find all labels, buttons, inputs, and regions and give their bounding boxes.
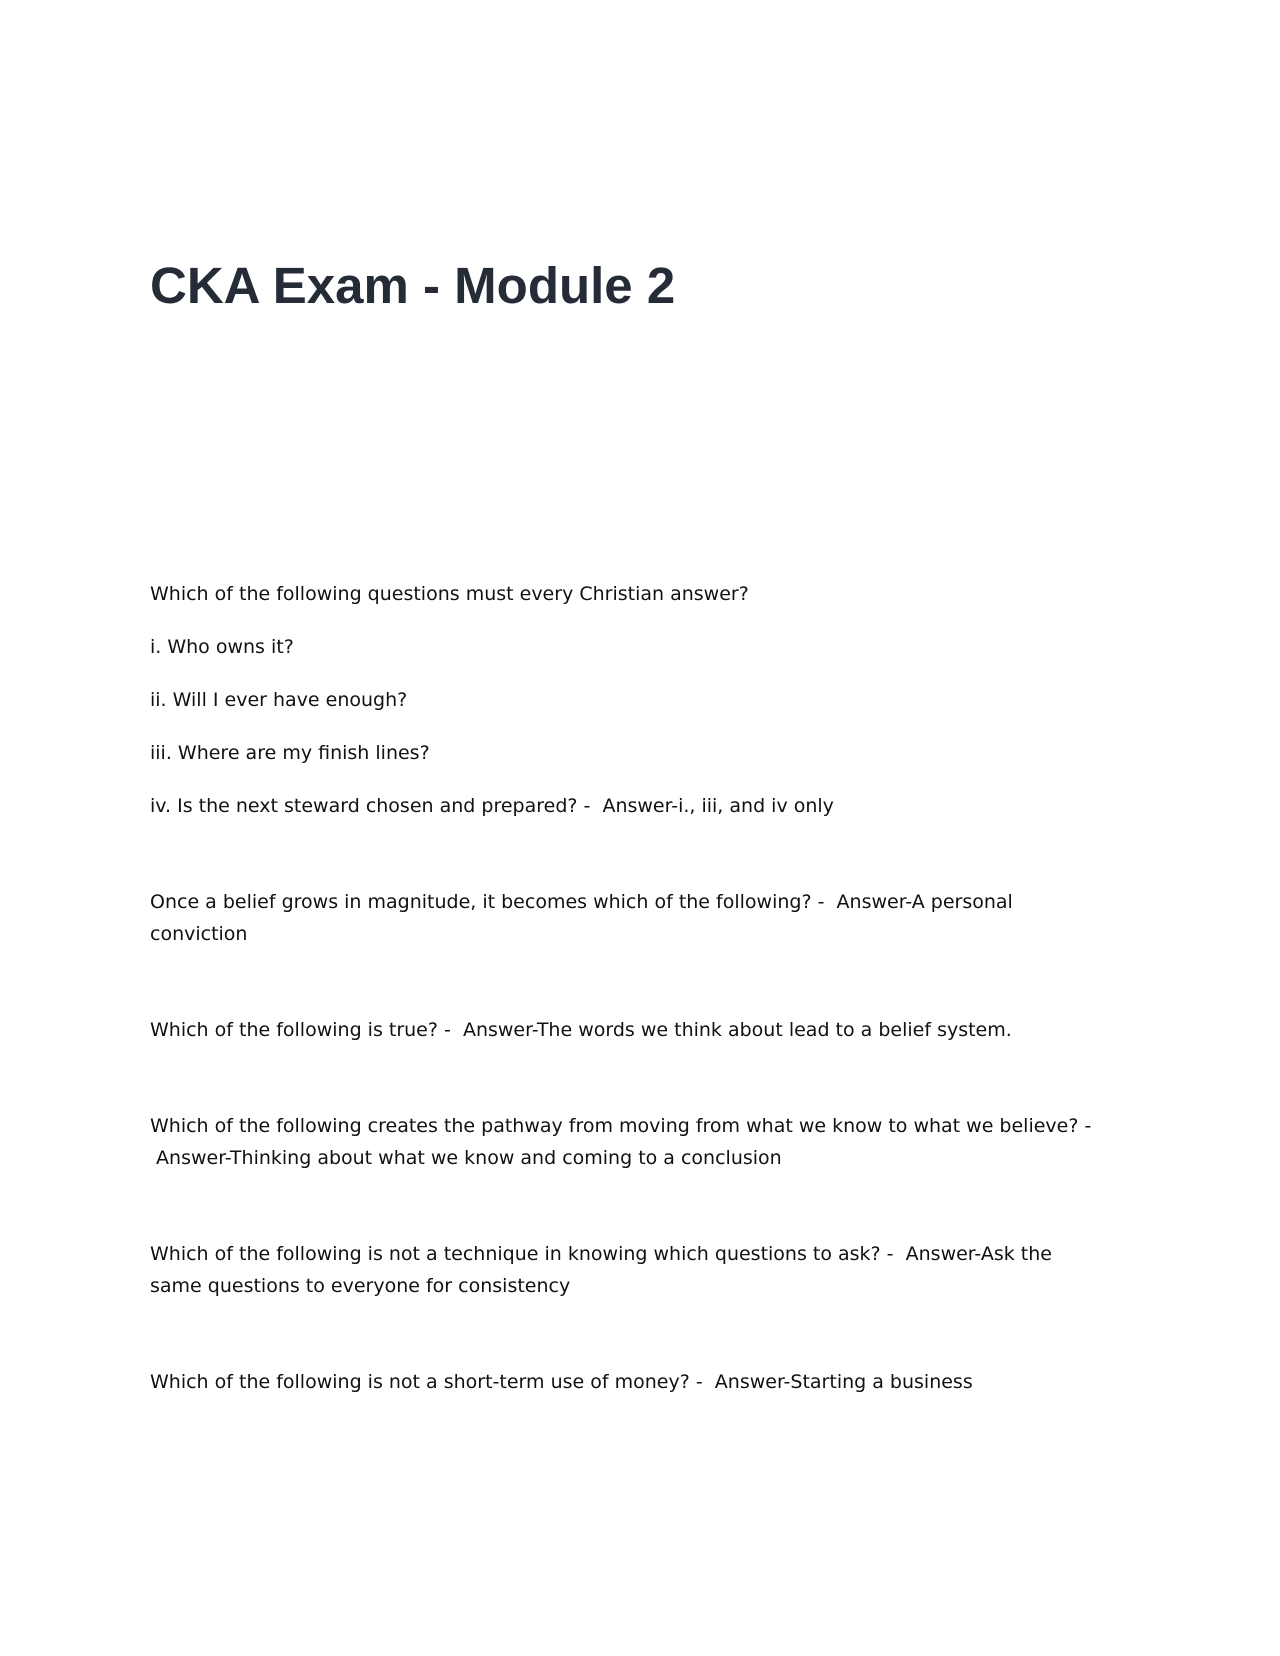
question-option: ii. Will I ever have enough?	[150, 689, 408, 711]
question-option: i. Who owns it?	[150, 636, 294, 658]
answer-text: Answer-Thinking about what we know and coming to a conclusion	[156, 1147, 782, 1169]
question-text: iv. Is the next steward chosen and prepared? -	[150, 795, 591, 817]
question-text: Which of the following is true? -	[150, 1019, 451, 1041]
question-block-2	[150, 886, 1100, 950]
document-title: CKA Exam - Module 2	[150, 257, 676, 314]
answer-text: Answer-The words we think about lead to a belief system.	[462, 1019, 1012, 1041]
answer-text: Answer-A personal conviction	[150, 891, 1013, 945]
spacer	[150, 1302, 1100, 1366]
spacer	[150, 1174, 1100, 1238]
answer-text: Answer-i., iii, and iv only	[602, 795, 834, 817]
question-block-3	[150, 1014, 1100, 1046]
question-option: iii. Where are my finish lines?	[150, 742, 430, 764]
question-option-with-answer	[150, 790, 1100, 822]
question-text: Which of the following is not a short-term use of money? -	[150, 1371, 703, 1393]
question-block-1	[150, 578, 1100, 822]
question-block-6	[150, 1366, 1100, 1398]
spacer	[150, 1046, 1100, 1110]
question-block-5	[150, 1238, 1100, 1302]
question-block-4	[150, 1110, 1100, 1174]
question-intro: Which of the following questions must every Christian answer?	[150, 583, 749, 605]
spacer	[150, 950, 1100, 1014]
question-text: Which of the following creates the pathway from moving from what we know to what we believe? -	[150, 1115, 1092, 1137]
question-text: Once a belief grows in magnitude, it becomes which of the following? -	[150, 891, 825, 913]
answer-text: Answer-Starting a business	[714, 1371, 973, 1393]
answer-text: Answer-Ask the same questions to everyone for consistency	[150, 1243, 1052, 1297]
question-text: Which of the following is not a technique in knowing which questions to ask? -	[150, 1243, 894, 1265]
spacer	[150, 822, 1100, 886]
document-body	[150, 578, 1100, 1398]
